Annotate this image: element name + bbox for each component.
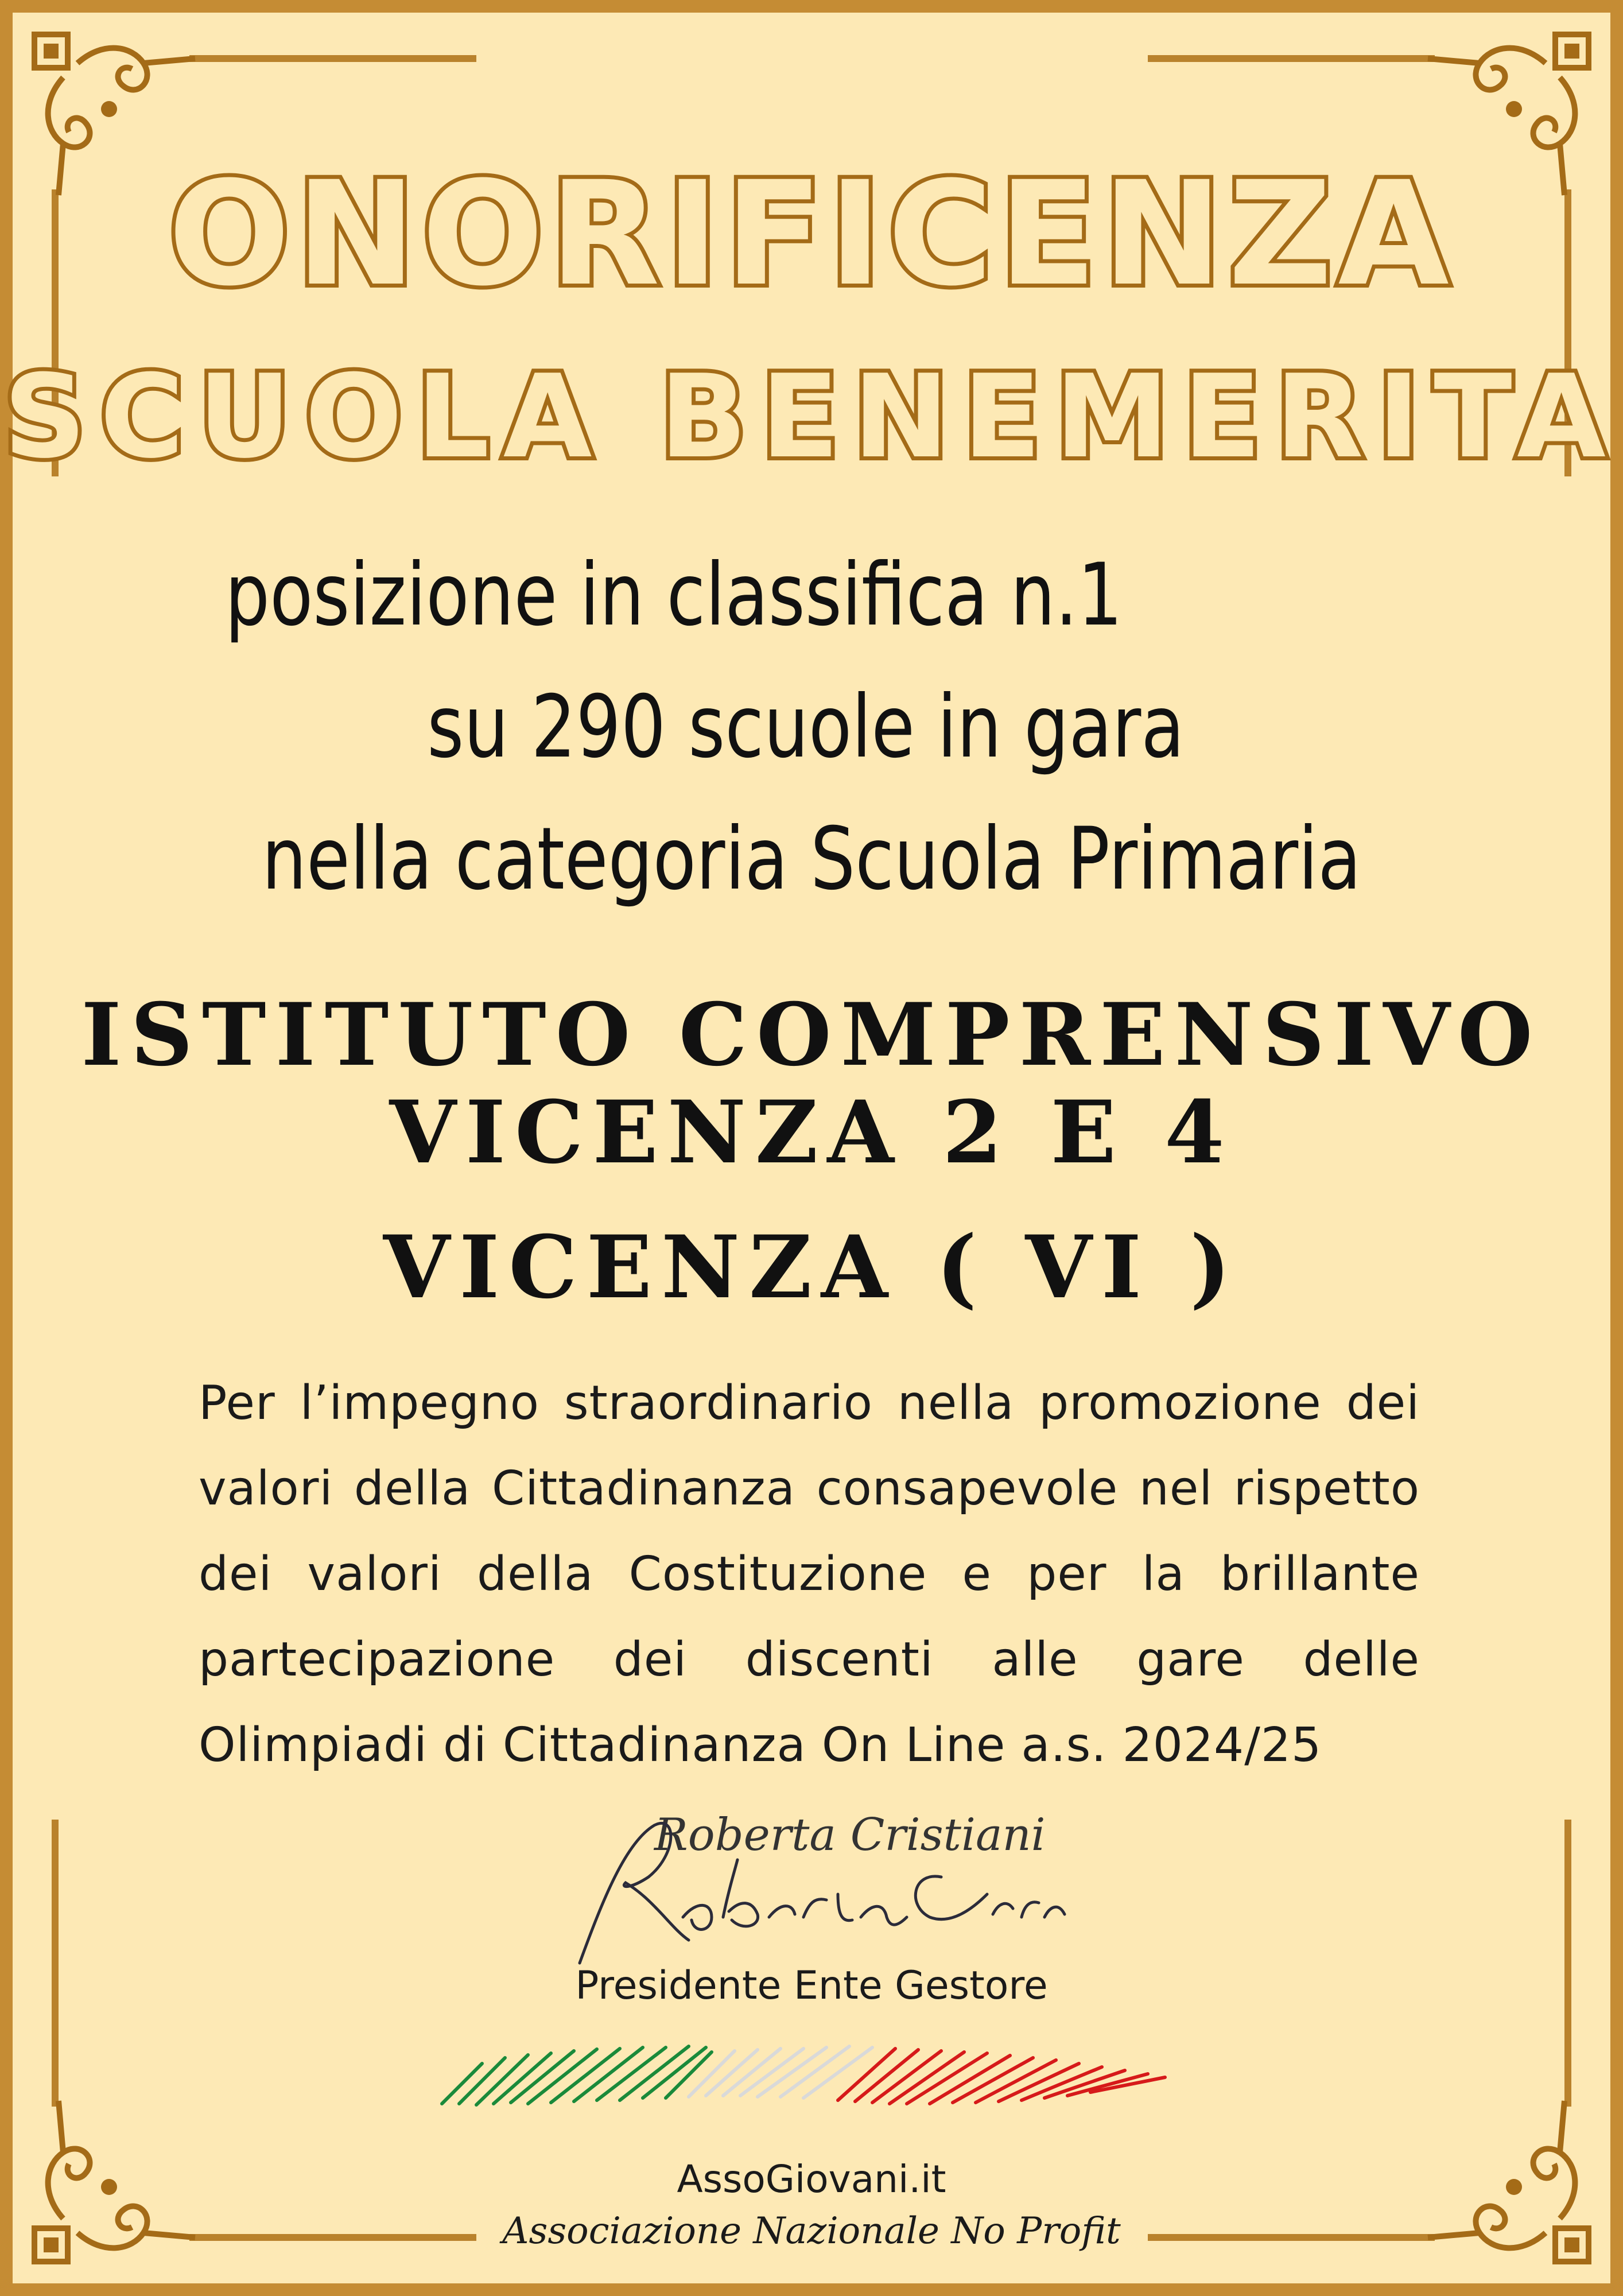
certificate-title: ONORIFICENZA bbox=[168, 150, 1455, 317]
certificate-subtitle: SCUOLA BENEMERITA bbox=[3, 350, 1620, 484]
school-city: VICENZA ( VI ) bbox=[383, 1217, 1240, 1318]
signature-printed-name: Roberta Cristiani bbox=[654, 1809, 1046, 1861]
frame-line-top-left bbox=[189, 55, 476, 62]
association-description: Associazione Nazionale No Profit bbox=[502, 2210, 1121, 2252]
signature-role: Presidente Ente Gestore bbox=[575, 1963, 1048, 2008]
ranking-position: posizione in classifica n.1 bbox=[225, 545, 1123, 645]
association-website: AssoGiovani.it bbox=[677, 2157, 946, 2201]
ranking-category: nella categoria Scuola Primaria bbox=[262, 809, 1361, 909]
handwritten-signature bbox=[539, 1802, 1090, 1975]
italian-flag-brushstroke bbox=[436, 2041, 1177, 2109]
school-name-line2: VICENZA 2 E 4 bbox=[389, 1082, 1234, 1183]
ranking-total-schools: su 290 scuole in gara bbox=[427, 677, 1185, 777]
motivation-text: Per l’impegno straordinario nella promozione dei valori della Cittadinanza consapevole nel rispetto dei valori della Costituzione e per la brillante partecipazione dei discenti alle gare delle Olimpiadi di Cittadinanza On Line a.s. 2024/25 bbox=[199, 1376, 1420, 1773]
school-name-line1: ISTITUTO COMPRENSIVO bbox=[81, 984, 1542, 1085]
frame-line-top-right bbox=[1148, 55, 1435, 62]
